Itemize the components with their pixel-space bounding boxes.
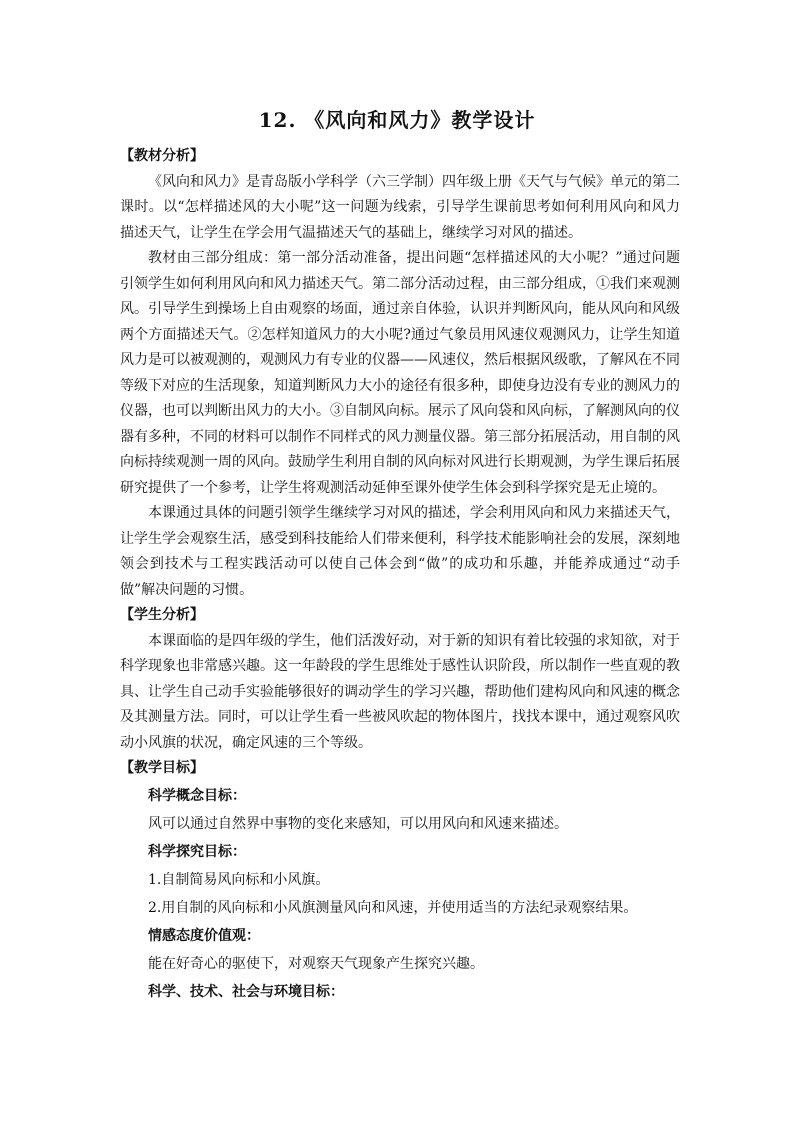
document-body <box>120 144 680 1006</box>
goal-stse-label: 科学、技术、社会与环境目标： <box>148 983 344 1000</box>
section-heading-student: 【学生分析】 <box>120 607 204 623</box>
goal-concept-label: 科学概念目标： <box>148 787 246 804</box>
goal-inquiry-item-2: 2.用自制的风向标和小风旗测量风向和风速，并使用适当的方法纪录观察结果。 <box>148 899 638 916</box>
goal-attitude-text: 能在好奇心的驱使下，对观察天气现象产生探究兴趣。 <box>148 955 484 972</box>
goal-concept-text: 风可以通过自然界中事物的变化来感知，可以用风向和风速来描述。 <box>148 815 568 832</box>
material-paragraph-2: 教材由三部分组成：第一部分活动准备，提出问题“怎样描述风的大小呢？”通过问题引领学生如何利用风向和风力描述天气。第二部分活动过程，由三部分组成，①我们来观测风。引导学生到操场上自由观察的场面，通过亲自体验，认识并判断风向，能从风向和风级两个方面描述天气。②怎样知道风力的大小呢?通过气象员用风速仪观测风力，让学生知道风力是可以被观测的，观测风力有专业的仪器——风速仪，然后根据风级歌，了解风在不同等级下对应的生活现象，知道判断风力大小的途径有很多种，即使身边没有专业的测风力的仪器，也可以判断出风力的大小。③自制风向标。展示了风向袋和风向标，了解测风向的仪器有多种，不同的材料可以制作不同样式的风力测量仪器。第三部分拓展活动，用自制的风向标持续观测一周的风向。鼓励学生利用自制的风向标对风进行长期观测，为学生课后拓展研究提供了一个参考，让学生将观测活动延伸至课外使学生体会到科学探究是无止境的。 <box>120 250 680 496</box>
material-paragraph-1: 《风向和风力》是青岛版小学科学（六三学制）四年级上册《天气与气候》单元的第二课时。以“怎样描述风的大小呢”这一问题为线索，引导学生课前思考如何利用风向和风力描述天气，让学生在学会用气温描述天气的基础上，继续学习对风的描述。 <box>120 173 680 241</box>
student-paragraph-1: 本课面临的是四年级的学生，他们活泼好动，对于新的知识有着比较强的求知欲，对于科学现象也非常感兴趣。这一年龄段的学生思维处于感性认识阶段，所以制作一些直观的教具、让学生自己动手实验能够很好的调动学生的学习兴趣，帮助他们建构风向和风速的概念及其测量方法。同时，可以让学生看一些被风吹起的物体图片，找找本课中，通过观察风吹动小风旗的状况，确定风速的三个等级。 <box>120 632 680 751</box>
section-heading-goals: 【教学目标】 <box>120 760 204 776</box>
material-paragraph-3: 本课通过具体的问题引领学生继续学习对风的描述，学会利用风向和风力来描述天气，让学生学会观察生活，感受到科技能给人们带来便利，科学技术能影响社会的发展，深刻地领会到技术与工程实践活动可以使自己体会到“做”的成功和乐趣，并能养成通过“动手做”解决问题的习惯。 <box>120 505 680 598</box>
goal-inquiry-label: 科学探究目标： <box>148 843 246 860</box>
goal-attitude-label: 情感态度价值观： <box>148 927 260 944</box>
goal-inquiry-item-1: 1.自制简易风向标和小风旗。 <box>148 871 330 888</box>
section-heading-material: 【教材分析】 <box>120 148 204 164</box>
document-title: 12. 《风向和风力》教学设计 <box>258 108 536 132</box>
